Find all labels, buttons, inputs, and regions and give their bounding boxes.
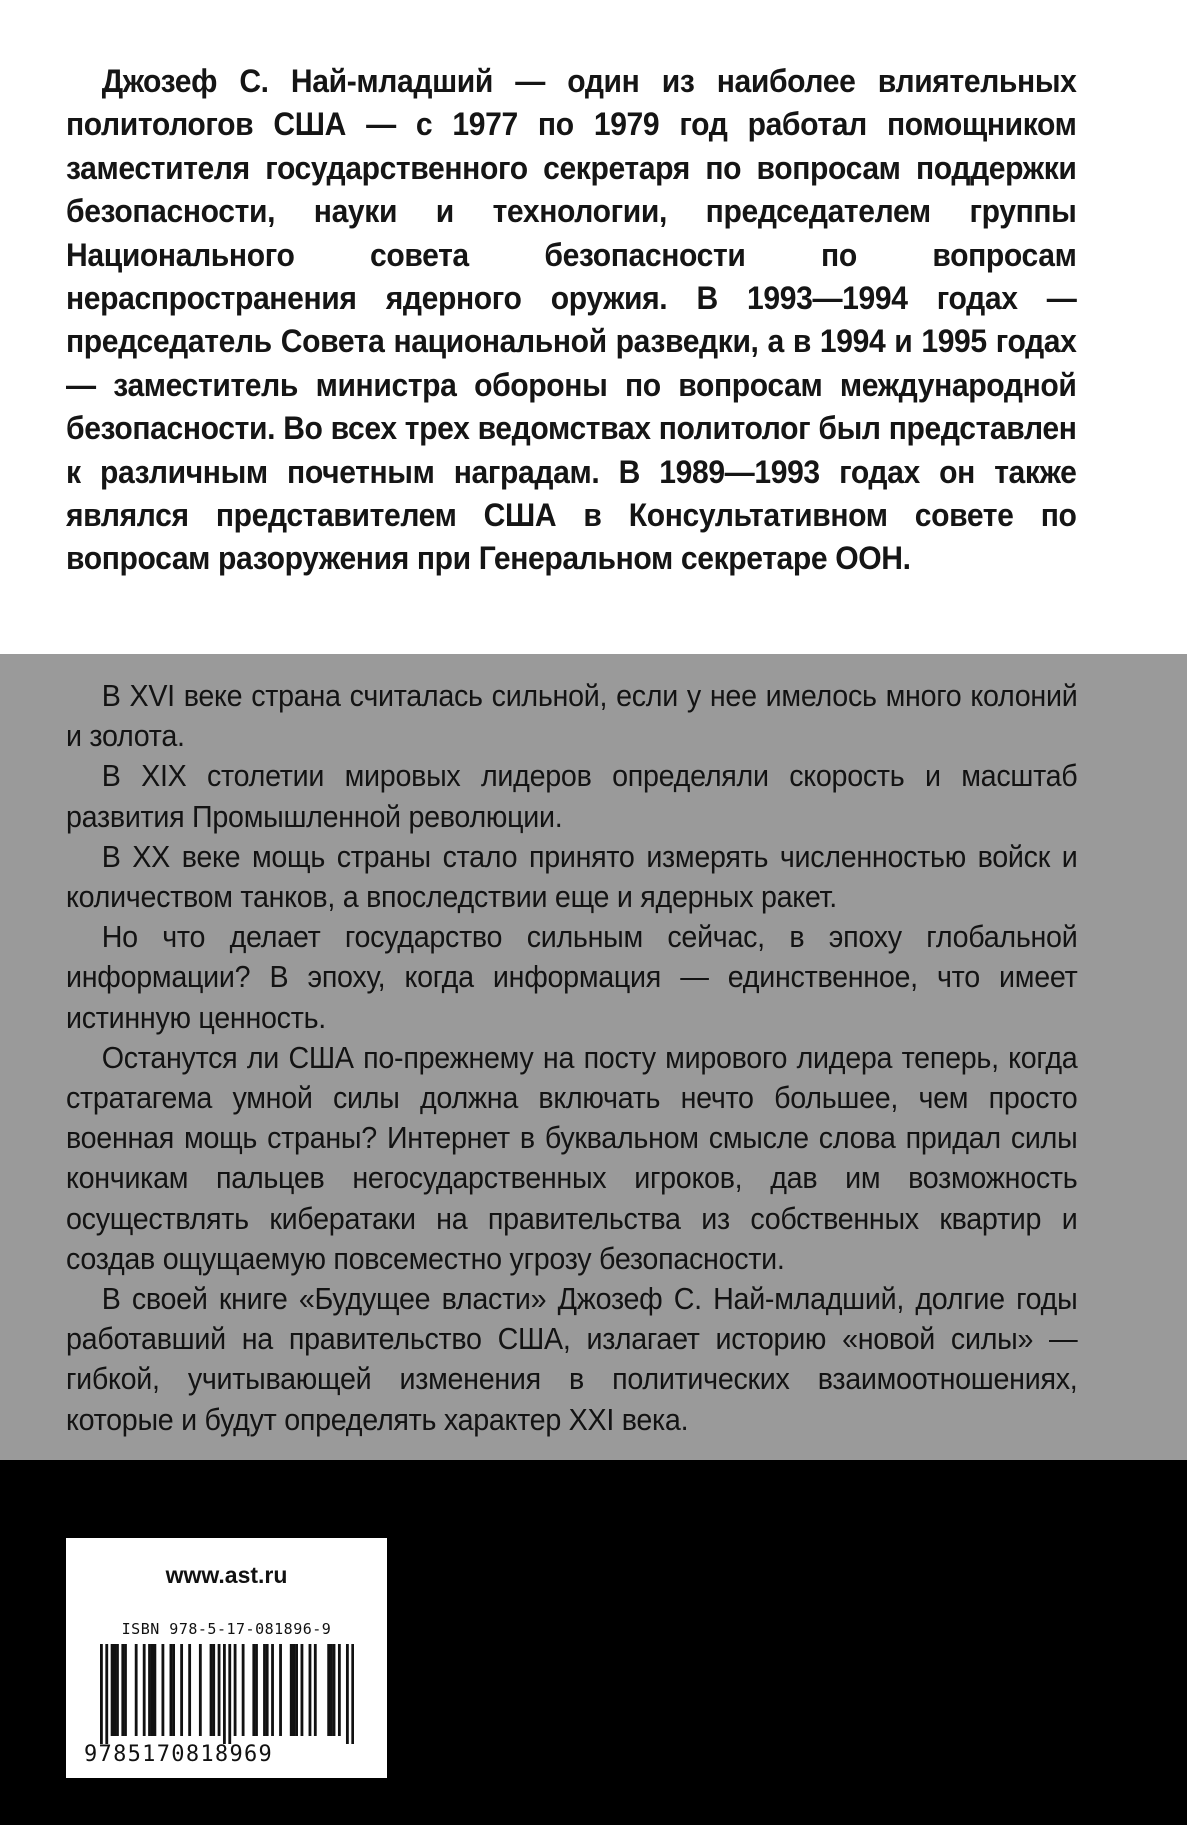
blurb-paragraph-6: В своей книге «Будущее власти» Джозеф С. Най-младший, долгие годы работавший на правительство США, излагает историю «новой силы» — гибкой, учитывающей изменения в политических взаимоотношениях, которые и будут определять характер XXI века. — [66, 1282, 1078, 1437]
barcode-panel — [66, 1538, 387, 1778]
blurb-paragraph-3: В XX веке мощь страны стало принято измерять численностью войск и количеством танков, а впоследствии еще и ядерных ракет. — [66, 839, 1078, 915]
cover-footer — [0, 1460, 1187, 1825]
author-bio-section — [0, 0, 1187, 654]
blurb-paragraph-1: В XVI веке страна считалась сильной, если у нее имелось много колоний и золота. — [66, 679, 1078, 754]
barcode-icon — [100, 1644, 354, 1744]
book-blurb-section — [0, 654, 1187, 1460]
isbn-label: ISBN 978-5-17-081896-9 — [121, 1620, 332, 1638]
blurb-paragraph-4: Но что делает государство сильным сейчас, в эпоху глобальной информации? В эпоху, когда информация — единственное, что имеет истинную ценность. — [66, 920, 1078, 1035]
blurb-paragraph-2: В XIX столетии мировых лидеров определяли скорость и масштаб развития Промышленной революции. — [66, 759, 1078, 834]
publisher-website: www.ast.ru — [165, 1562, 288, 1588]
ean-number: 9785170818969 — [84, 1742, 274, 1767]
blurb-paragraph-5: Останутся ли США по-прежнему на посту мирового лидера теперь, когда стратагема умной силы должна включать нечто большее, чем просто военная мощь страны? Интернет в буквальном смысле слова придал силы кончикам пальцев негосударственных игроков, дав им возможность осуществлять кибератаки на правительства из собственных квартир и создав ощущаемую повсеместно угрозу безопасности. — [66, 1040, 1078, 1276]
author-bio-text: Джозеф С. Най-младший — один из наиболее влиятельных политологов США — с 1977 по 1979 год работал помощником заместителя государственного секретаря по вопросам поддержки безопасности, науки и технологии, председателем группы Национального совета безопасности по вопросам нераспространения ядерного оружия. В 1993—1994 годах — председатель Совета национальной разведки, а в 1994 и 1995 годах — заместитель министра обороны по вопросам международной безопасности. Во всех трех ведомствах политолог был представлен к различным почетным наградам. В 1989—1993 годах он также являлся представителем США в Консультативном совете по вопросам разоружения при Генеральном секретаре ООН. — [66, 63, 1077, 577]
